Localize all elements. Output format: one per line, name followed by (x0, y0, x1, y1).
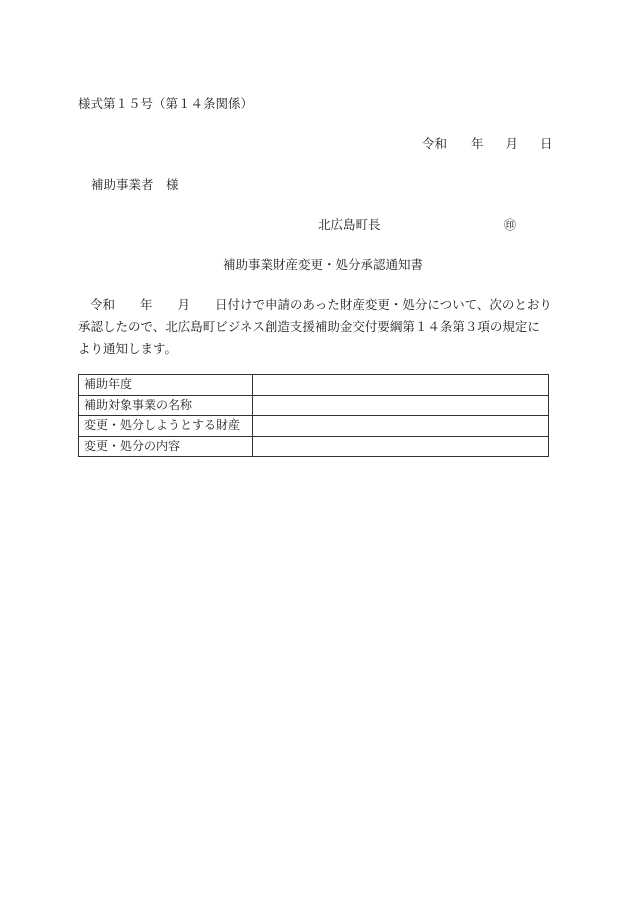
date-line (422, 136, 553, 152)
row-label: 変更・処分しようとする財産 (79, 416, 253, 437)
table-row (79, 436, 549, 457)
date-day-label: 日 (540, 136, 553, 151)
row-value (253, 416, 549, 437)
body-text: 令和 年 月 日付けで申請のあった財産変更・処分について、次のとおり承認したので、北広島町ビジネス創造支援補助金交付要綱第１４条第３項の規定により通知します。 (78, 297, 552, 356)
row-label: 変更・処分の内容 (79, 436, 253, 457)
document-title: 補助事業財産変更・処分承認通知書 (223, 257, 424, 272)
table-row (79, 375, 549, 396)
sender: 北広島町長 (318, 217, 381, 232)
info-table (78, 374, 549, 457)
row-value (253, 375, 549, 396)
date-era: 令和 (422, 136, 448, 151)
seal-icon: ㊞ (504, 218, 517, 232)
row-label: 補助年度 (79, 375, 253, 396)
row-value (253, 436, 549, 457)
row-value (253, 395, 549, 416)
table-row (79, 395, 549, 416)
row-label: 補助対象事業の名称 (79, 395, 253, 416)
form-number: 様式第１５号（第１４条関係） (78, 96, 254, 111)
recipient: 補助事業者 様 (91, 177, 179, 192)
table-row (79, 416, 549, 437)
date-month-label: 月 (505, 136, 519, 151)
date-year-label: 年 (471, 136, 484, 151)
